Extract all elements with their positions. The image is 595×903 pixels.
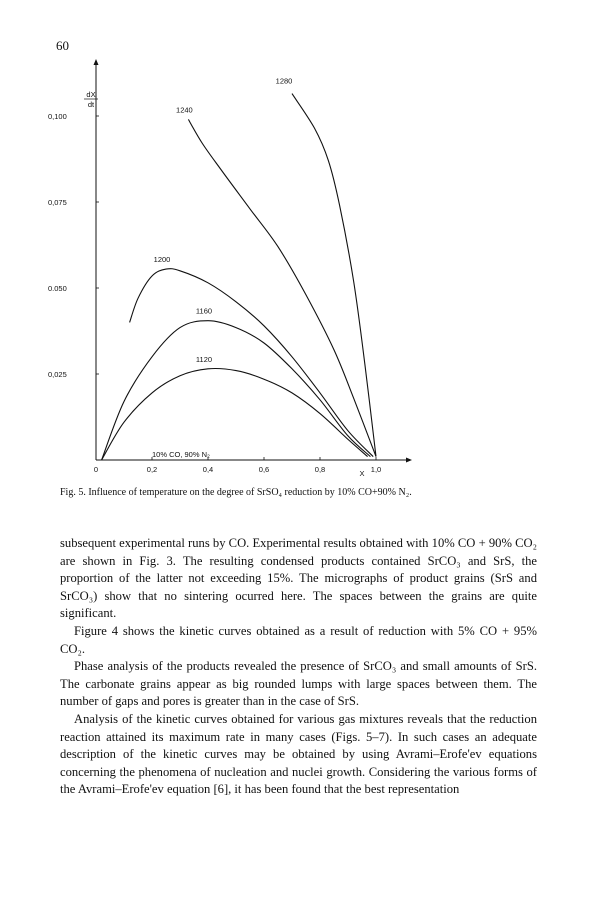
- chart-ticks: [48, 112, 381, 474]
- x-tick-label: 1,0: [370, 465, 382, 474]
- x-tick-label: 0,4: [202, 465, 214, 474]
- figure-5-chart: [40, 60, 382, 480]
- page-number: 60: [56, 38, 69, 53]
- x-tick-label: 0,6: [258, 465, 270, 474]
- paragraph-2: Figure 4 shows the kinetic curves obtained as a result of reduction with 5% CO + 95% CO₂.: [60, 623, 537, 656]
- curve-1120: [102, 368, 368, 460]
- body-text: [60, 535, 537, 799]
- chart-series: [102, 77, 376, 460]
- curve-label-1120: 1120: [195, 354, 213, 364]
- x-tick-label: 0,2: [146, 465, 158, 474]
- paragraph-4: Analysis of the kinetic curves obtained for various gas mixtures reveals that the reduction reaction attained its maximum rate in many cases (Figs. 5–7). In such cases an adequate description of the kinetic curves may be obtained by using Avrami–Erofe'ev equations concerning the phenomena of nucleation and nuclei growth. Considering the various forms of the Avrami–Erofe'ev equation [6], it has been found that the best representation: [60, 711, 537, 797]
- y-tick-label: 0.050: [48, 284, 67, 293]
- x-axis-arrow: [406, 458, 412, 463]
- curve-label-1240: 1240: [176, 105, 193, 115]
- y-tick-label: 0,025: [48, 370, 67, 379]
- x-axis-label: X: [359, 469, 365, 478]
- curve-label-1160: 1160: [195, 306, 213, 316]
- y-axis-label-bottom: dt: [87, 100, 95, 109]
- curve-label-1200: 1200: [153, 255, 171, 265]
- y-tick-label: 0,100: [48, 112, 67, 121]
- y-tick-label: 0,075: [48, 198, 67, 207]
- x-tick-label: 0,8: [314, 465, 326, 474]
- chart-annotation: 10% CO, 90% N₂: [152, 450, 210, 459]
- figure-caption: Fig. 5. Influence of temperature on the degree of SrSO₄ reduction by 10% CO+90% N₂.: [60, 487, 412, 498]
- paragraph-3: Phase analysis of the products revealed the presence of SrCO₃ and small amounts of SrS. The carbonate grains appear as big rounded lumps with large spaces between them. The number of gaps and pores is greater than in the case of SrS.: [60, 659, 537, 709]
- y-axis-label-top: dX: [86, 90, 96, 99]
- curve-label-1280: 1280: [275, 76, 293, 86]
- paragraph-1: subsequent experimental runs by CO. Experimental results obtained with 10% CO + 90% CO₂ are shown in Fig. 3. The resulting condensed products contained SrCO₃ and SrS, the proportion of the latter not exceeding 15%. The micrographs of product grains (SrS and SrCO₃) show that no sintering ocurred here. The spaces between the grains are quite significant.: [60, 536, 537, 621]
- x-tick-label: 0: [93, 465, 99, 474]
- y-axis-arrow: [94, 59, 99, 65]
